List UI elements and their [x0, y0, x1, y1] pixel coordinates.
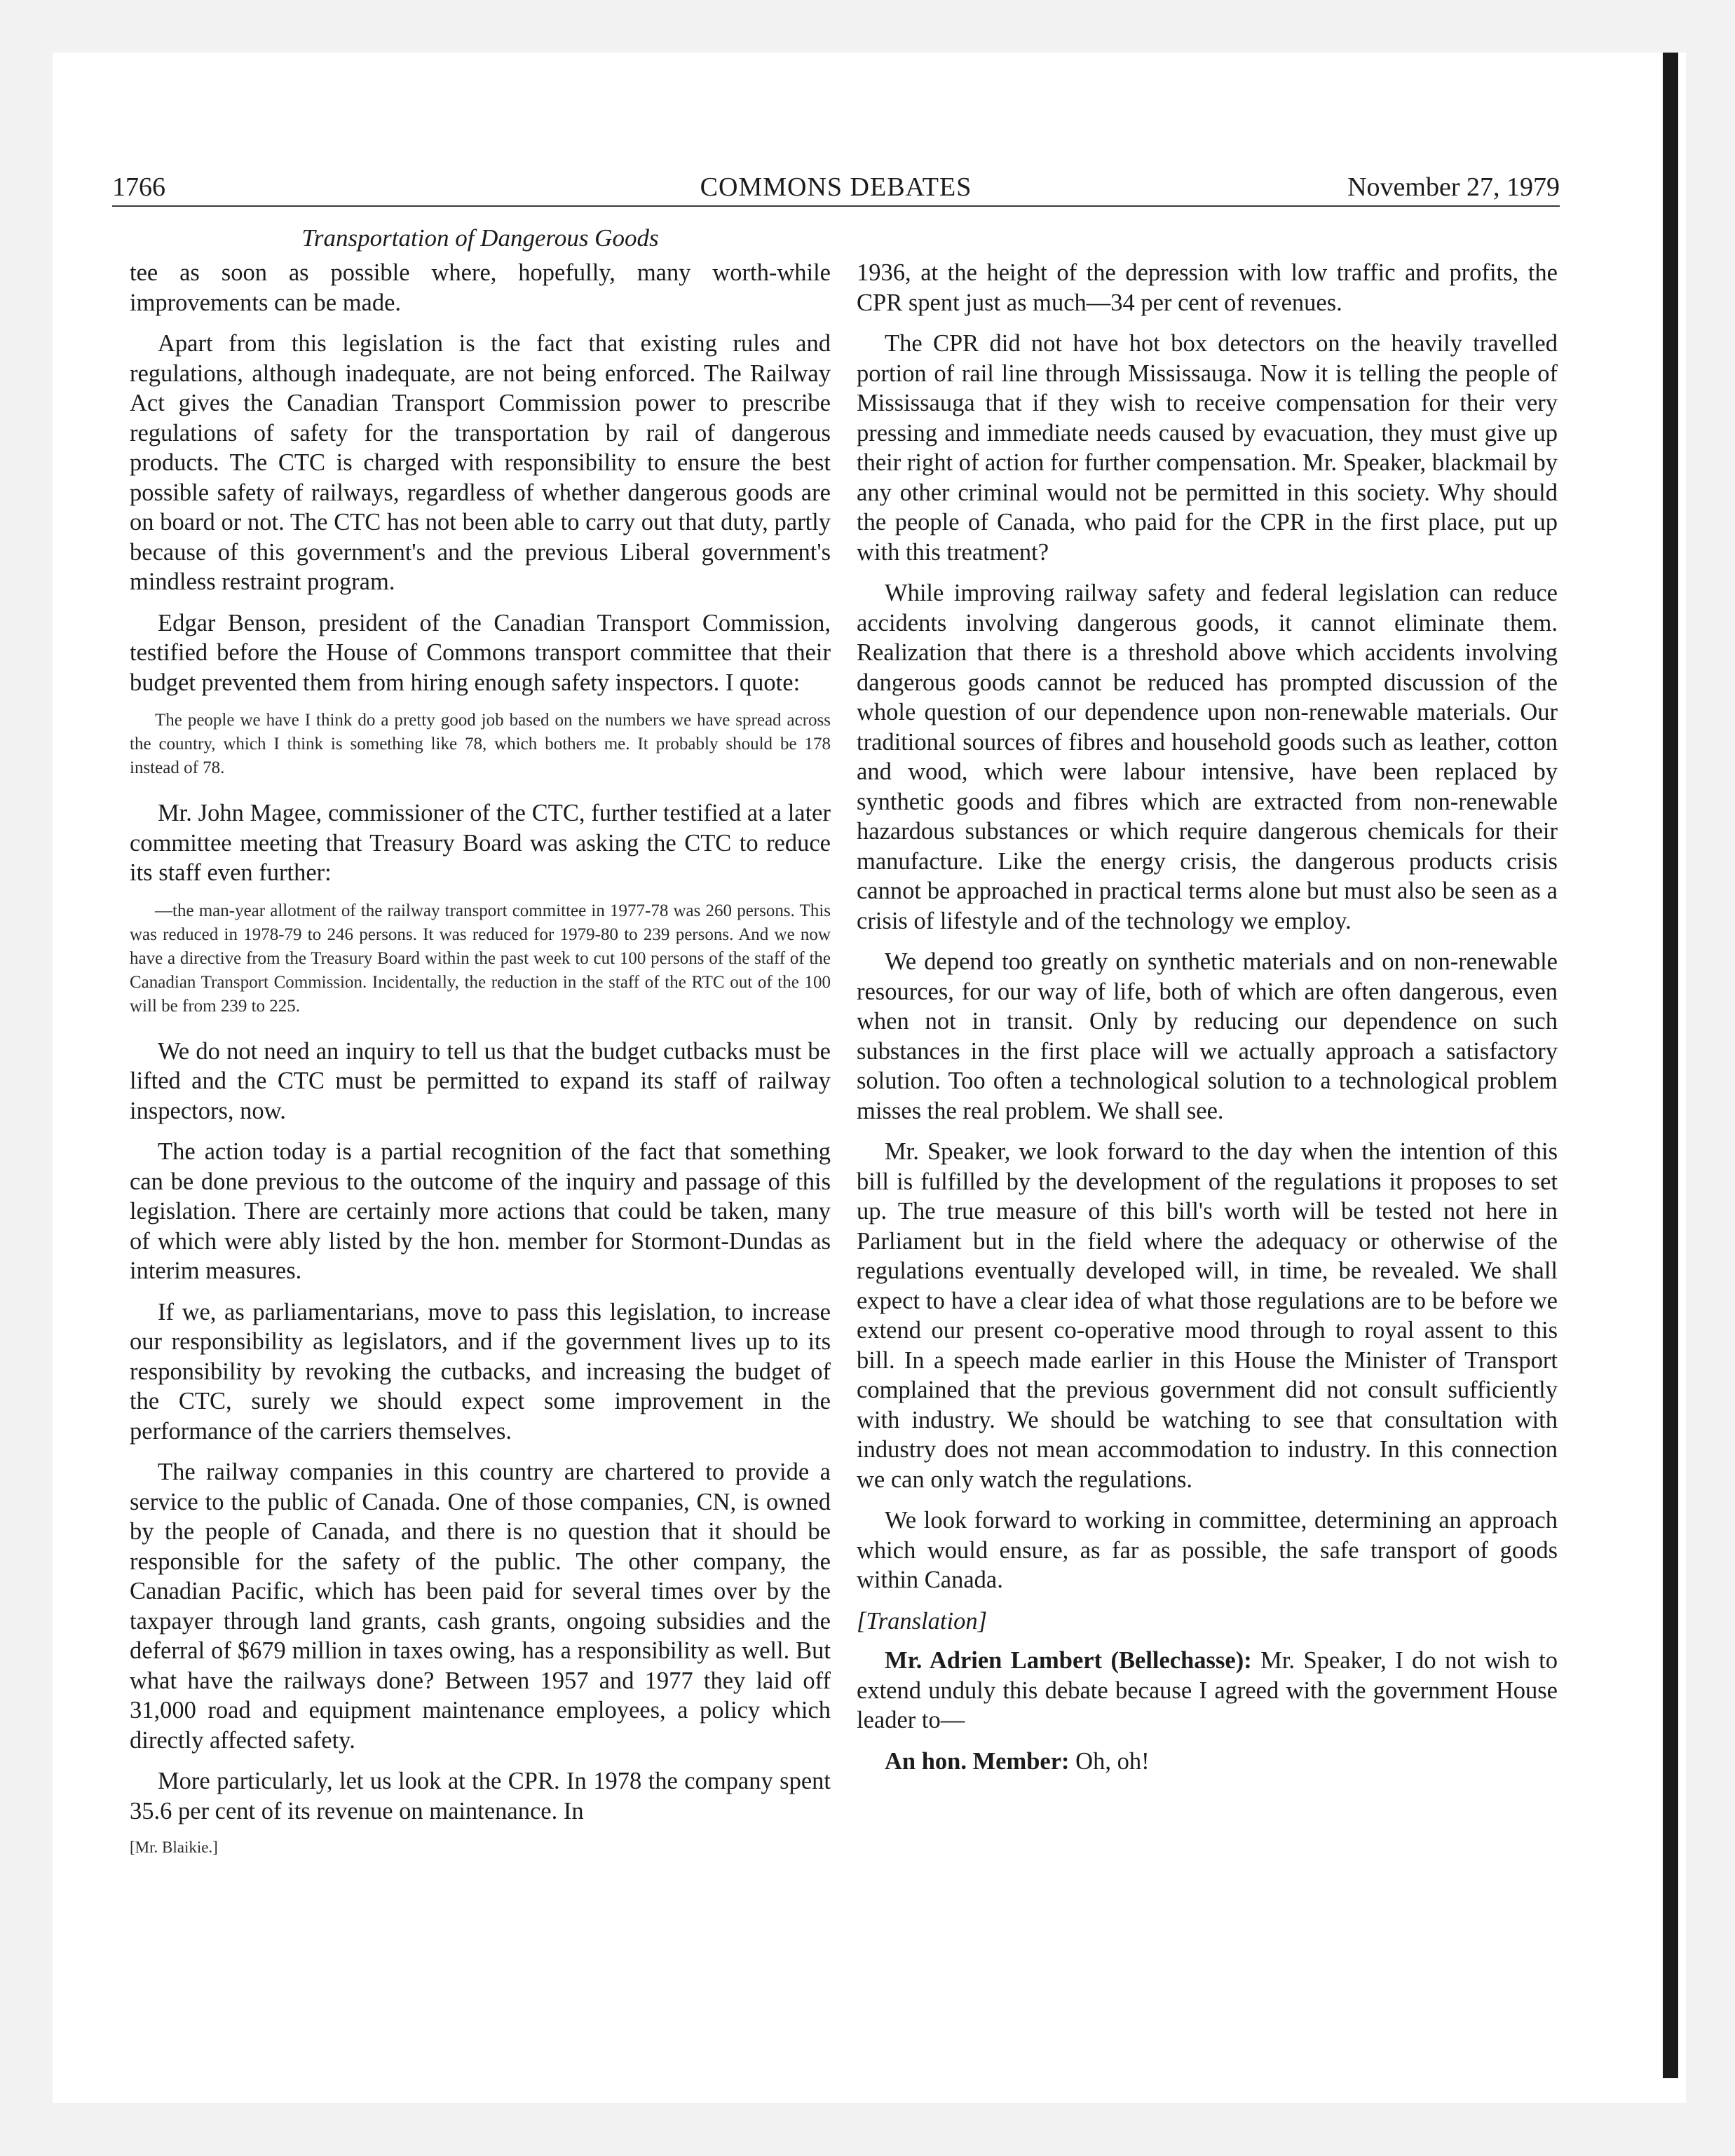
paragraph: More particularly, let us look at the CPR. In 1978 the company spent 35.6 per cent of its revenue on maintenance. In [130, 1768, 831, 1824]
paragraph: 1936, at the height of the depression with low traffic and profits, the CPR spent just as much—34 per cent of revenues. [857, 259, 1558, 316]
publication-title: COMMONS DEBATES [700, 172, 972, 202]
right-column [857, 258, 1558, 1787]
translation-label: [Translation] [857, 1607, 987, 1635]
speaker-name: An hon. Member: [885, 1747, 1070, 1775]
page-header [112, 168, 1560, 206]
speech-text: Oh, oh! [1075, 1747, 1150, 1775]
paragraph: Mr. Speaker, we look forward to the day when the intention of this bill is fulfilled by the development of the regulations it proposes to set up. The true measure of this bill's worth will be tested not here in Parliament but in the field where the adequacy or otherwise of the regulations eventually developed will, in time, be revealed. We shall expect to have a clear idea of what those regulations are to be before we extend our present co-operative mood through to royal assent to this bill. In a speech made earlier in this House the Minister of Transport complained that the previous government did not consult sufficiently with industry. We should be watching to see that consultation with industry does not mean accommodation to industry. In this connection we can only watch the regulations. [857, 1138, 1558, 1493]
paragraph: The CPR did not have hot box detectors on the heavily travelled portion of rail line through Mississauga. Now it is telling the people of Mississauga that if they wish to receive compensation for their very pressing and immediate needs caused by evacuation, they must give up their right of action for further compensation. Mr. Speaker, blackmail by any other criminal would not be permitted in this society. Why should the people of Canada, who paid for the CPR in the first place, put up with this treatment? [857, 330, 1558, 566]
page-number: 1766 [112, 172, 165, 202]
scan-edge-bar [1663, 53, 1678, 2078]
quotation: The people we have I think do a pretty good job based on the numbers we have spread across the country, which I think is something like 78, which bothers me. It probably should be 178 instead of 78. [130, 711, 831, 777]
paragraph: The action today is a partial recognition of the fact that something can be done previous to the outcome of the inquiry and passage of this legislation. There are certainly more actions that could be taken, many of which were ably listed by the hon. member for Stormont-Dundas as interim measures. [130, 1138, 831, 1284]
speaker-name: Mr. Adrien Lambert (Bellechasse): [885, 1647, 1252, 1674]
header-rule [112, 205, 1560, 207]
paragraph: Mr. John Magee, commissioner of the CTC, further testified at a later committee meeting that Treasury Board was asking the CTC to reduce its staff even further: [130, 800, 831, 886]
running-title: Transportation of Dangerous Goods [301, 224, 659, 252]
paragraph: We look forward to working in committee, determining an approach which would ensure, as far as possible, the safe transport of goods within Canada. [857, 1507, 1558, 1593]
speech-paragraph [857, 1646, 1558, 1735]
paragraph: We depend too greatly on synthetic materials and on non-renewable resources, for our way of life, both of which are often dangerous, even when not in transit. Only by reducing our dependence on such substances in the first place will we actually approach a satisfactory solution. Too often a technological solution to a technological problem misses the real problem. We shall see. [857, 948, 1558, 1124]
speaker-footer: [Mr. Blaikie.] [130, 1838, 218, 1856]
paragraph: If we, as parliamentarians, move to pass this legislation, to increase our responsibility as legislators, and if the government lives up to its responsibility by revoking the cutbacks, and increasing the budget of the CTC, surely we should expect some improvement in the performance of the carriers themselves. [130, 1298, 831, 1445]
paragraph: We do not need an inquiry to tell us that the budget cutbacks must be lifted and the CTC must be permitted to expand its staff of railway inspectors, now. [130, 1037, 831, 1124]
paragraph: tee as soon as possible where, hopefully, many worth-while improvements can be made. [130, 259, 831, 316]
speech-text: Mr. Speaker, I do not wish to extend unduly this debate because I agreed with the government House leader to— [857, 1647, 1558, 1733]
quotation: —the man-year allotment of the railway transport committee in 1977-78 was 260 persons. This was reduced in 1978-79 to 246 persons. It was reduced for 1979-80 to 239 persons. And we now have a directive from the Treasury Board within the past week to cut 100 persons of the staff of the Canadian Transport Commission. Incidentally, the reduction in the staff of the RTC out of the 100 will be from 239 to 225. [130, 901, 831, 1016]
speech-paragraph [857, 1747, 1558, 1777]
paragraph: The railway companies in this country are chartered to provide a service to the public of Canada. One of those companies, CN, is owned by the people of Canada, and there is no question that it should be responsible for the safety of the public. The other company, the Canadian Pacific, which has been paid for several times over by the taxpayer through land grants, cash grants, ongoing subsidies and the deferral of $679 million in taxes owing, has a responsibility as well. But what have the railways done? Between 1957 and 1977 they laid off 31,000 road and equipment maintenance employees, a policy which directly affected safety. [130, 1459, 831, 1754]
paragraph: While improving railway safety and federal legislation can reduce accidents involving dangerous goods, it cannot eliminate them. Realization that there is a threshold above which accidents involving dangerous goods cannot be reduced has prompted discussion of the whole question of our dependence upon non-renewable materials. Our traditional sources of fibres and household goods such as leather, cotton and wood, which were labour intensive, have been replaced by synthetic goods and fibres which are extracted from non-renewable hazardous substances or which require dangerous chemicals for their manufacture. Like the energy crisis, the dangerous products crisis cannot be approached in practical terms alone but must also be seen as a crisis of lifestyle and of the technology we employ. [857, 580, 1558, 934]
paragraph: Edgar Benson, president of the Canadian Transport Commission, testified before the House of Commons transport committee that their budget prevented them from hiring enough safety inspectors. I quote: [130, 609, 831, 696]
publication-date: November 27, 1979 [1347, 172, 1560, 202]
paragraph: Apart from this legislation is the fact that existing rules and regulations, although inadequate, are not being enforced. The Railway Act gives the Canadian Transport Commission power to prescribe regulations of safety for the transportation by rail of dangerous products. The CTC is charged with responsibility to ensure the best possible safety of railways, regardless of whether dangerous goods are on board or not. The CTC has not been able to carry out that duty, partly because of this government's and the previous Liberal government's mindless restraint program. [130, 330, 831, 595]
left-column [130, 258, 831, 1869]
